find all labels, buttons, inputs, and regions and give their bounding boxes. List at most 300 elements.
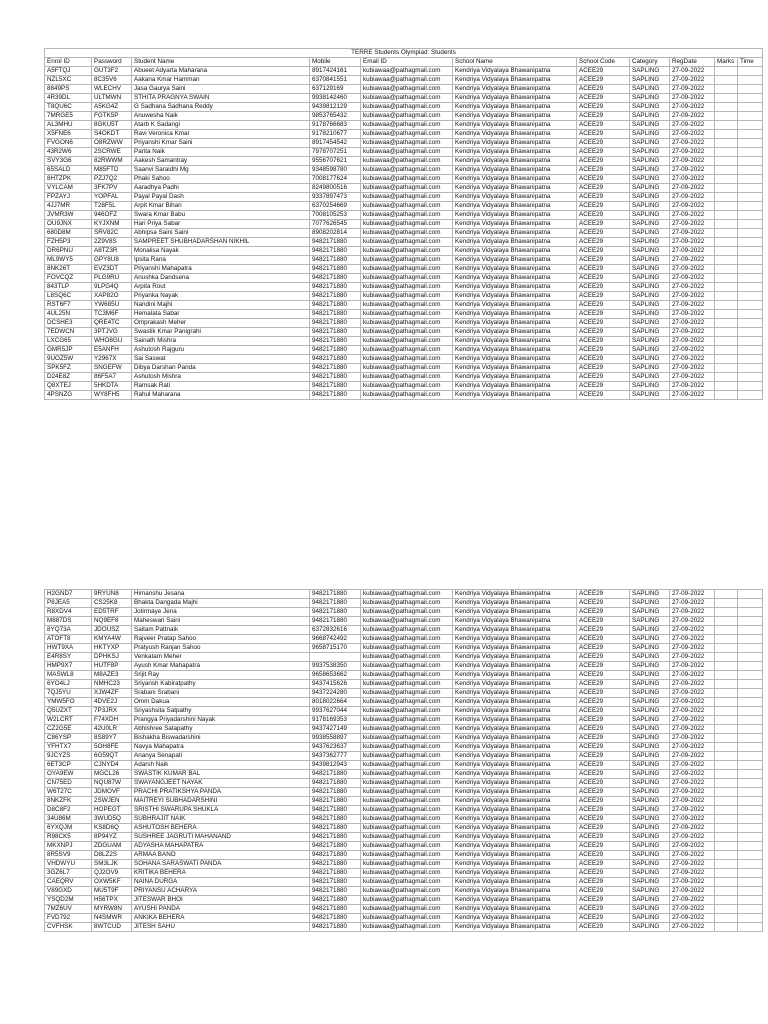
cell-enrol-id: YSQD2M	[45, 896, 92, 905]
cell-time	[738, 121, 763, 130]
table-row	[45, 608, 763, 617]
cell-enrol-id: 7EDWCN	[45, 328, 92, 337]
cell-email: kubiawaa@pathagmail.com	[361, 716, 453, 725]
cell-regdate: 27-09-2022	[670, 157, 715, 166]
cell-school-code: ACEE29	[577, 608, 630, 617]
table-row	[45, 319, 763, 328]
cell-marks	[715, 797, 738, 806]
cell-school-code: ACEE29	[577, 788, 630, 797]
cell-category: SAPLING	[630, 752, 670, 761]
cell-marks	[715, 779, 738, 788]
cell-time	[738, 184, 763, 193]
cell-time	[738, 653, 763, 662]
cell-student-name: Abhipsa Saini Saini	[132, 229, 310, 238]
cell-password: 8GKU5T	[92, 121, 132, 130]
cell-school-code: ACEE29	[577, 617, 630, 626]
cell-marks	[715, 166, 738, 175]
cell-school-name: Kendriya Vidyalaya Bhawanipatna	[453, 283, 577, 292]
table-row	[45, 337, 763, 346]
cell-category: SAPLING	[630, 896, 670, 905]
cell-regdate: 27-09-2022	[670, 761, 715, 770]
cell-mobile: 9556707621	[310, 157, 361, 166]
cell-regdate: 27-09-2022	[670, 382, 715, 391]
cell-email: kubiawaa@pathagmail.com	[361, 680, 453, 689]
cell-category: SAPLING	[630, 725, 670, 734]
cell-marks	[715, 202, 738, 211]
cell-regdate: 27-09-2022	[670, 220, 715, 229]
table-row	[45, 67, 763, 76]
cell-email: kubiawaa@pathagmail.com	[361, 193, 453, 202]
cell-school-code: ACEE29	[577, 779, 630, 788]
cell-category: SAPLING	[630, 599, 670, 608]
cell-password: A5KG4Z	[92, 103, 132, 112]
cell-school-name: Kendriya Vidyalaya Bhawanipatna	[453, 202, 577, 211]
cell-student-name: Venkatam Meher	[132, 653, 310, 662]
cell-student-name: JITESWAR BHOI	[132, 896, 310, 905]
cell-mobile: 9437362777	[310, 752, 361, 761]
cell-time	[738, 85, 763, 94]
cell-password: GPY8U8	[92, 256, 132, 265]
table-row	[45, 139, 763, 148]
cell-marks	[715, 851, 738, 860]
cell-student-name: NAINA DURGA	[132, 878, 310, 887]
cell-student-name: Bishakha Biswadarshini	[132, 734, 310, 743]
cell-category: SAPLING	[630, 265, 670, 274]
cell-mobile: 9482171880	[310, 806, 361, 815]
cell-school-code: ACEE29	[577, 373, 630, 382]
cell-marks	[715, 301, 738, 310]
cell-enrol-id: D8C8F2	[45, 806, 92, 815]
cell-school-code: ACEE29	[577, 797, 630, 806]
cell-enrol-id: SVY3G6	[45, 157, 92, 166]
cell-marks	[715, 698, 738, 707]
cell-regdate: 27-09-2022	[670, 680, 715, 689]
cell-category: SAPLING	[630, 914, 670, 923]
cell-regdate: 27-09-2022	[670, 662, 715, 671]
cell-time	[738, 680, 763, 689]
cell-enrol-id: W6T27C	[45, 788, 92, 797]
cell-school-code: ACEE29	[577, 842, 630, 851]
cell-student-name: Priyanshi Mahapatra	[132, 265, 310, 274]
cell-mobile: 9482171880	[310, 878, 361, 887]
cell-enrol-id: YFHTX7	[45, 743, 92, 752]
cell-student-name: Bhakta Dangada Majhi	[132, 599, 310, 608]
header-mobile: Mobile	[310, 58, 361, 67]
table-row	[45, 761, 763, 770]
cell-marks	[715, 247, 738, 256]
cell-marks	[715, 752, 738, 761]
table-row	[45, 842, 763, 851]
cell-enrol-id: LXCG65	[45, 337, 92, 346]
cell-school-code: ACEE29	[577, 671, 630, 680]
cell-password: 5HKDTA	[92, 382, 132, 391]
cell-time	[738, 175, 763, 184]
cell-mobile: 9482171880	[310, 301, 361, 310]
cell-marks	[715, 914, 738, 923]
cell-time	[738, 833, 763, 842]
cell-student-name: PRACHI PRATIKSHYA PANDA	[132, 788, 310, 797]
cell-email: kubiawaa@pathagmail.com	[361, 391, 453, 400]
table-row	[45, 274, 763, 283]
cell-school-name: Kendriya Vidyalaya Bhawanipatna	[453, 130, 577, 139]
cell-school-code: ACEE29	[577, 112, 630, 121]
cell-student-name: Maheswari Saini	[132, 617, 310, 626]
cell-school-code: ACEE29	[577, 184, 630, 193]
cell-mobile: 9482171880	[310, 310, 361, 319]
cell-time	[738, 355, 763, 364]
cell-regdate: 27-09-2022	[670, 202, 715, 211]
cell-mobile: 9482171880	[310, 355, 361, 364]
cell-enrol-id: VHDWYU	[45, 860, 92, 869]
cell-mobile: 9482171880	[310, 860, 361, 869]
cell-mobile: 9482171880	[310, 265, 361, 274]
cell-password: NQ9EF8	[92, 617, 132, 626]
cell-marks	[715, 112, 738, 121]
cell-password: FGTK5P	[92, 112, 132, 121]
cell-email: kubiawaa@pathagmail.com	[361, 121, 453, 130]
header-email: Email ID	[361, 58, 453, 67]
cell-email: kubiawaa@pathagmail.com	[361, 635, 453, 644]
cell-password: KS8D6Q	[92, 824, 132, 833]
cell-student-name: Anuwesha Naik	[132, 112, 310, 121]
cell-regdate: 27-09-2022	[670, 256, 715, 265]
cell-marks	[715, 319, 738, 328]
cell-student-name: Abueet Adyarta Maharana	[132, 67, 310, 76]
cell-enrol-id: DCSHE3	[45, 319, 92, 328]
cell-regdate: 27-09-2022	[670, 292, 715, 301]
cell-student-name: Aaradhya Padhi	[132, 184, 310, 193]
cell-regdate: 27-09-2022	[670, 797, 715, 806]
cell-marks	[715, 193, 738, 202]
cell-enrol-id: 843TLP	[45, 283, 92, 292]
table-row	[45, 184, 763, 193]
table-row	[45, 689, 763, 698]
cell-student-name: Arpit Kmar Bihari	[132, 202, 310, 211]
cell-email: kubiawaa@pathagmail.com	[361, 842, 453, 851]
cell-school-code: ACEE29	[577, 833, 630, 842]
cell-category: SAPLING	[630, 698, 670, 707]
cell-school-name: Kendriya Vidyalaya Bhawanipatna	[453, 301, 577, 310]
cell-regdate: 27-09-2022	[670, 833, 715, 842]
cell-time	[738, 292, 763, 301]
cell-marks	[715, 806, 738, 815]
cell-email: kubiawaa@pathagmail.com	[361, 869, 453, 878]
table-row	[45, 355, 763, 364]
cell-email: kubiawaa@pathagmail.com	[361, 94, 453, 103]
cell-enrol-id: W2LCRT	[45, 716, 92, 725]
cell-school-name: Kendriya Vidyalaya Bhawanipatna	[453, 193, 577, 202]
cell-marks	[715, 725, 738, 734]
cell-regdate: 27-09-2022	[670, 716, 715, 725]
cell-password: F74XDH	[92, 716, 132, 725]
cell-mobile: 9482171880	[310, 824, 361, 833]
cell-category: SAPLING	[630, 130, 670, 139]
cell-time	[738, 157, 763, 166]
cell-school-name: Kendriya Vidyalaya Bhawanipatna	[453, 887, 577, 896]
cell-email: kubiawaa@pathagmail.com	[361, 905, 453, 914]
cell-mobile: 9658715170	[310, 644, 361, 653]
cell-regdate: 27-09-2022	[670, 265, 715, 274]
cell-email: kubiawaa@pathagmail.com	[361, 355, 453, 364]
cell-enrol-id: R8XDV4	[45, 608, 92, 617]
cell-enrol-id: V89GXD	[45, 887, 92, 896]
cell-regdate: 27-09-2022	[670, 211, 715, 220]
cell-category: SAPLING	[630, 842, 670, 851]
cell-category: SAPLING	[630, 608, 670, 617]
cell-marks	[715, 599, 738, 608]
cell-school-name: Kendriya Vidyalaya Bhawanipatna	[453, 752, 577, 761]
table-row	[45, 869, 763, 878]
cell-time	[738, 734, 763, 743]
cell-category: SAPLING	[630, 346, 670, 355]
cell-school-name: Kendriya Vidyalaya Bhawanipatna	[453, 292, 577, 301]
cell-category: SAPLING	[630, 355, 670, 364]
cell-email: kubiawaa@pathagmail.com	[361, 256, 453, 265]
cell-student-name: Saanvi Saraidhi Mg	[132, 166, 310, 175]
cell-student-name: SWAYANGJEET NAYAK	[132, 779, 310, 788]
cell-category: SAPLING	[630, 184, 670, 193]
cell-school-name: Kendriya Vidyalaya Bhawanipatna	[453, 265, 577, 274]
cell-mobile: 9937627044	[310, 707, 361, 716]
cell-email: kubiawaa@pathagmail.com	[361, 707, 453, 716]
cell-school-name: Kendriya Vidyalaya Bhawanipatna	[453, 617, 577, 626]
cell-category: SAPLING	[630, 716, 670, 725]
cell-time	[738, 274, 763, 283]
cell-password: 6G59QT	[92, 752, 132, 761]
cell-email: kubiawaa@pathagmail.com	[361, 112, 453, 121]
cell-student-name: Anushka Dandsena	[132, 274, 310, 283]
cell-school-name: Kendriya Vidyalaya Bhawanipatna	[453, 112, 577, 121]
cell-category: SAPLING	[630, 869, 670, 878]
cell-email: kubiawaa@pathagmail.com	[361, 175, 453, 184]
cell-mobile: 9482171880	[310, 283, 361, 292]
cell-category: SAPLING	[630, 770, 670, 779]
cell-category: SAPLING	[630, 626, 670, 635]
cell-mobile: 9178766683	[310, 121, 361, 130]
cell-time	[738, 797, 763, 806]
table-row	[45, 860, 763, 869]
cell-category: SAPLING	[630, 292, 670, 301]
cell-time	[738, 382, 763, 391]
cell-category: SAPLING	[630, 112, 670, 121]
cell-time	[738, 815, 763, 824]
cell-category: SAPLING	[630, 211, 670, 220]
cell-password: MGCL26	[92, 770, 132, 779]
cell-regdate: 27-09-2022	[670, 139, 715, 148]
cell-regdate: 27-09-2022	[670, 887, 715, 896]
cell-enrol-id: 8NK26T	[45, 265, 92, 274]
cell-time	[738, 869, 763, 878]
cell-regdate: 27-09-2022	[670, 608, 715, 617]
cell-student-name: G Sadhana Sadhana Reddy	[132, 103, 310, 112]
cell-school-name: Kendriya Vidyalaya Bhawanipatna	[453, 590, 577, 599]
cell-enrol-id: M887DS	[45, 617, 92, 626]
cell-school-name: Kendriya Vidyalaya Bhawanipatna	[453, 761, 577, 770]
cell-category: SAPLING	[630, 391, 670, 400]
cell-regdate: 27-09-2022	[670, 112, 715, 121]
cell-school-name: Kendriya Vidyalaya Bhawanipatna	[453, 76, 577, 85]
cell-school-code: ACEE29	[577, 247, 630, 256]
cell-enrol-id: AL3MHU	[45, 121, 92, 130]
table-row	[45, 590, 763, 599]
cell-regdate: 27-09-2022	[670, 851, 715, 860]
cell-school-name: Kendriya Vidyalaya Bhawanipatna	[453, 671, 577, 680]
cell-school-code: ACEE29	[577, 382, 630, 391]
cell-mobile: 9938142460	[310, 94, 361, 103]
cell-category: SAPLING	[630, 779, 670, 788]
cell-password: 5OH8FE	[92, 743, 132, 752]
cell-school-code: ACEE29	[577, 734, 630, 743]
cell-time	[738, 887, 763, 896]
cell-email: kubiawaa@pathagmail.com	[361, 743, 453, 752]
cell-student-name: Saitam Pattnaik	[132, 626, 310, 635]
cell-enrol-id: A5FTQJ	[45, 67, 92, 76]
cell-category: SAPLING	[630, 689, 670, 698]
cell-regdate: 27-09-2022	[670, 346, 715, 355]
cell-marks	[715, 590, 738, 599]
cell-email: kubiawaa@pathagmail.com	[361, 130, 453, 139]
cell-school-name: Kendriya Vidyalaya Bhawanipatna	[453, 256, 577, 265]
cell-mobile: 9482171880	[310, 391, 361, 400]
table-row	[45, 265, 763, 274]
header-marks: Marks	[715, 58, 738, 67]
cell-student-name: Hari Priya Sabar	[132, 220, 310, 229]
cell-regdate: 27-09-2022	[670, 878, 715, 887]
cell-time	[738, 130, 763, 139]
cell-student-name: Jasa Gaurya Saini	[132, 85, 310, 94]
cell-enrol-id: GMR5JP	[45, 346, 92, 355]
table-row	[45, 292, 763, 301]
cell-enrol-id: D24E8Z	[45, 373, 92, 382]
cell-school-code: ACEE29	[577, 67, 630, 76]
table-row	[45, 653, 763, 662]
cell-time	[738, 860, 763, 869]
table-row	[45, 599, 763, 608]
cell-enrol-id: X5FNE6	[45, 130, 92, 139]
cell-category: SAPLING	[630, 94, 670, 103]
cell-school-name: Kendriya Vidyalaya Bhawanipatna	[453, 680, 577, 689]
cell-enrol-id: 9JCYZS	[45, 752, 92, 761]
cell-email: kubiawaa@pathagmail.com	[361, 662, 453, 671]
cell-school-name: Kendriya Vidyalaya Bhawanipatna	[453, 274, 577, 283]
cell-category: SAPLING	[630, 364, 670, 373]
cell-email: kubiawaa@pathagmail.com	[361, 157, 453, 166]
cell-regdate: 27-09-2022	[670, 85, 715, 94]
cell-regdate: 27-09-2022	[670, 644, 715, 653]
cell-student-name: Sriyansh Kabiratpathy	[132, 680, 310, 689]
cell-regdate: 27-09-2022	[670, 337, 715, 346]
cell-student-name: SOHANA SARASWATI PANDA	[132, 860, 310, 869]
cell-password: DPHKSJ	[92, 653, 132, 662]
cell-marks	[715, 364, 738, 373]
cell-email: kubiawaa@pathagmail.com	[361, 184, 453, 193]
cell-regdate: 27-09-2022	[670, 130, 715, 139]
cell-email: kubiawaa@pathagmail.com	[361, 265, 453, 274]
cell-password: 9RYUN8	[92, 590, 132, 599]
cell-school-code: ACEE29	[577, 752, 630, 761]
cell-email: kubiawaa@pathagmail.com	[361, 85, 453, 94]
cell-school-code: ACEE29	[577, 229, 630, 238]
cell-category: SAPLING	[630, 662, 670, 671]
cell-category: SAPLING	[630, 815, 670, 824]
cell-time	[738, 878, 763, 887]
cell-school-name: Kendriya Vidyalaya Bhawanipatna	[453, 725, 577, 734]
cell-student-name: ANKIKA BEHERA	[132, 914, 310, 923]
cell-password: EVZ3DT	[92, 265, 132, 274]
cell-password: 8C35V6	[92, 76, 132, 85]
cell-student-name: MAITREYI SUBHADARSHINI	[132, 797, 310, 806]
cell-email: kubiawaa@pathagmail.com	[361, 346, 453, 355]
cell-student-name: Priyanka Nayak	[132, 292, 310, 301]
cell-enrol-id: RST6F7	[45, 301, 92, 310]
table-row	[45, 788, 763, 797]
cell-email: kubiawaa@pathagmail.com	[361, 382, 453, 391]
cell-school-code: ACEE29	[577, 193, 630, 202]
cell-time	[738, 220, 763, 229]
cell-time	[738, 229, 763, 238]
cell-regdate: 27-09-2022	[670, 806, 715, 815]
table-row	[45, 373, 763, 382]
table-row	[45, 743, 763, 752]
header-student-name: Student Name	[132, 58, 310, 67]
cell-email: kubiawaa@pathagmail.com	[361, 734, 453, 743]
table-row	[45, 815, 763, 824]
cell-mobile: 9482171880	[310, 247, 361, 256]
cell-marks	[715, 761, 738, 770]
cell-marks	[715, 896, 738, 905]
cell-school-code: ACEE29	[577, 887, 630, 896]
cell-school-name: Kendriya Vidyalaya Bhawanipatna	[453, 923, 577, 932]
cell-student-name: Pratyush Ranjan Sahoo	[132, 644, 310, 653]
cell-mobile: 6370254669	[310, 202, 361, 211]
cell-time	[738, 851, 763, 860]
cell-password: 3WUD5Q	[92, 815, 132, 824]
cell-enrol-id: FVD792	[45, 914, 92, 923]
cell-school-code: ACEE29	[577, 824, 630, 833]
cell-school-code: ACEE29	[577, 707, 630, 716]
cell-school-name: Kendriya Vidyalaya Bhawanipatna	[453, 184, 577, 193]
cell-enrol-id: CN75ED	[45, 779, 92, 788]
cell-marks	[715, 310, 738, 319]
cell-marks	[715, 139, 738, 148]
cell-regdate: 27-09-2022	[670, 94, 715, 103]
cell-school-name: Kendriya Vidyalaya Bhawanipatna	[453, 238, 577, 247]
cell-category: SAPLING	[630, 617, 670, 626]
cell-school-code: ACEE29	[577, 256, 630, 265]
table-row	[45, 635, 763, 644]
cell-school-name: Kendriya Vidyalaya Bhawanipatna	[453, 770, 577, 779]
cell-student-name: JITESH SAHU	[132, 923, 310, 932]
cell-regdate: 27-09-2022	[670, 914, 715, 923]
cell-password: E5ANFH	[92, 346, 132, 355]
cell-marks	[715, 346, 738, 355]
cell-school-name: Kendriya Vidyalaya Bhawanipatna	[453, 635, 577, 644]
cell-enrol-id: 4JJ7MR	[45, 202, 92, 211]
cell-regdate: 27-09-2022	[670, 373, 715, 382]
cell-password: 86F5A7	[92, 373, 132, 382]
cell-password: YW685U	[92, 301, 132, 310]
cell-marks	[715, 707, 738, 716]
cell-marks	[715, 328, 738, 337]
cell-email: kubiawaa@pathagmail.com	[361, 220, 453, 229]
cell-mobile: 9337897473	[310, 193, 361, 202]
cell-mobile: 9853765432	[310, 112, 361, 121]
cell-password: 8S89Y7	[92, 734, 132, 743]
cell-marks	[715, 229, 738, 238]
cell-school-name: Kendriya Vidyalaya Bhawanipatna	[453, 815, 577, 824]
cell-student-name: Abhishree Satapathy	[132, 725, 310, 734]
cell-enrol-id: C86YSP	[45, 734, 92, 743]
